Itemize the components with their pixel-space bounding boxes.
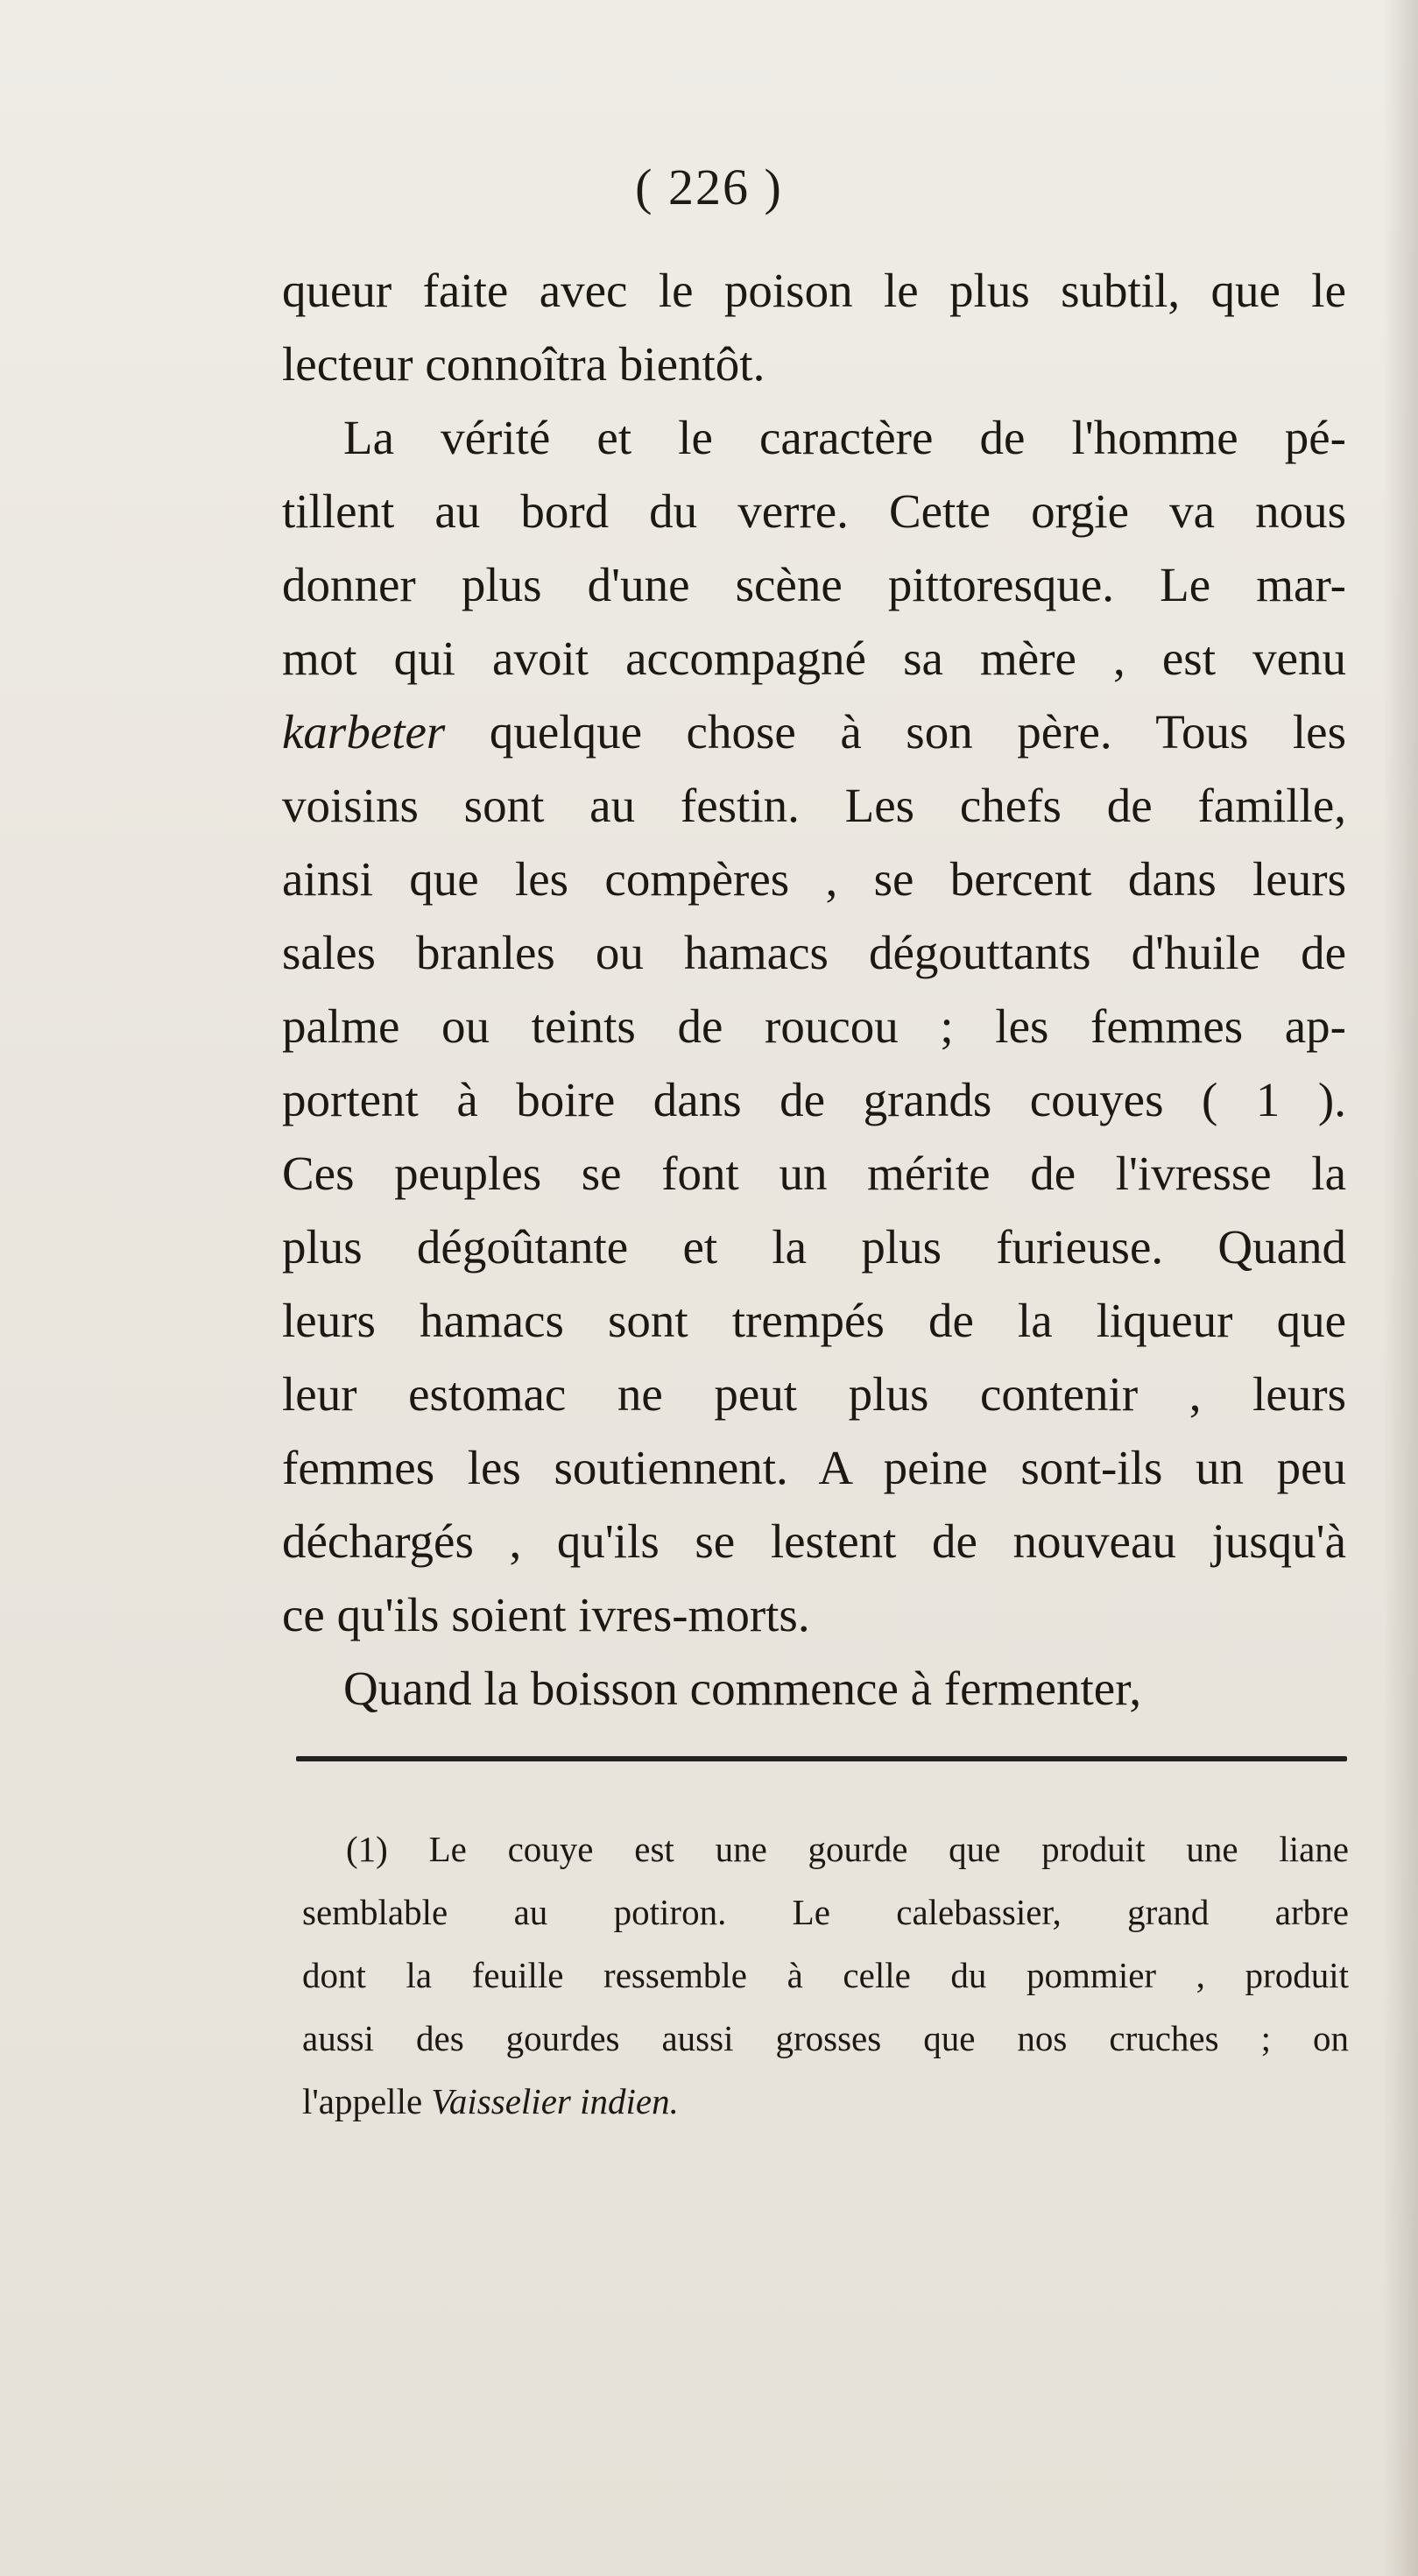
text-line: déchargés , qu'ils se lestent de nouveau jusqu'à [282, 1514, 1346, 1568]
main-text [282, 254, 1346, 1726]
footnote-italic-term: Vaisselier indien. [431, 2081, 679, 2121]
text-line: queur faite avec le poison le plus subtil, que le [282, 264, 1346, 317]
text-line: leurs hamacs sont trempés de la liqueur que [282, 1294, 1346, 1347]
text-line: palme ou teints de roucou ; les femmes ap- [282, 999, 1346, 1053]
text-line: voisins sont au festin. Les chefs de famille, [282, 779, 1346, 832]
text-line: plus dégoûtante et la plus furieuse. Quand [282, 1220, 1346, 1274]
text-line: Ces peuples se font un mérite de l'ivresse la [282, 1147, 1346, 1200]
text-line: leur estomac ne peut plus contenir , leurs [282, 1367, 1346, 1421]
footnote-line-start: l'appelle [302, 2081, 423, 2121]
footnote [302, 1817, 1349, 2133]
footnote-line: aussi des gourdes aussi grosses que nos cruches ; on [302, 2018, 1349, 2058]
text-line: mot qui avoit accompagné sa mère , est venu [282, 632, 1346, 685]
footnote-line: semblable au potiron. Le calebassier, grand arbre [302, 1892, 1349, 1932]
page-number: ( 226 ) [635, 159, 783, 215]
text-line: donner plus d'une scène pittoresque. Le mar- [282, 558, 1346, 611]
text-line: lecteur connoîtra bientôt. [282, 337, 765, 391]
text-line [282, 695, 1346, 769]
footnote-line [302, 2070, 1349, 2133]
footnote-separator-rule [296, 1756, 1347, 1761]
footnote-line: dont la feuille ressemble à celle du pommier , produit [302, 1955, 1349, 1995]
text-line: sales branles ou hamacs dégouttants d'huile de [282, 926, 1346, 979]
italic-word: karbeter [282, 705, 446, 759]
text-line: Quand la boisson commence à fermenter, [343, 1662, 1142, 1715]
text-line: ainsi que les compères , se bercent dans leurs [282, 852, 1346, 906]
text-line: ce qu'ils soient ivres-morts. [282, 1588, 810, 1641]
text-line: La vérité et le caractère de l'homme pé- [343, 411, 1346, 464]
text-line: femmes les soutiennent. A peine sont-ils un peu [282, 1441, 1346, 1494]
footnote-line: (1) Le couye est une gourde que produit une liane [346, 1829, 1349, 1869]
text-line-rest: quelque chose à son père. Tous les [489, 705, 1346, 759]
text-line: tillent au bord du verre. Cette orgie va nous [282, 484, 1346, 538]
text-line: portent à boire dans de grands couyes ( 1 ). [282, 1073, 1346, 1126]
